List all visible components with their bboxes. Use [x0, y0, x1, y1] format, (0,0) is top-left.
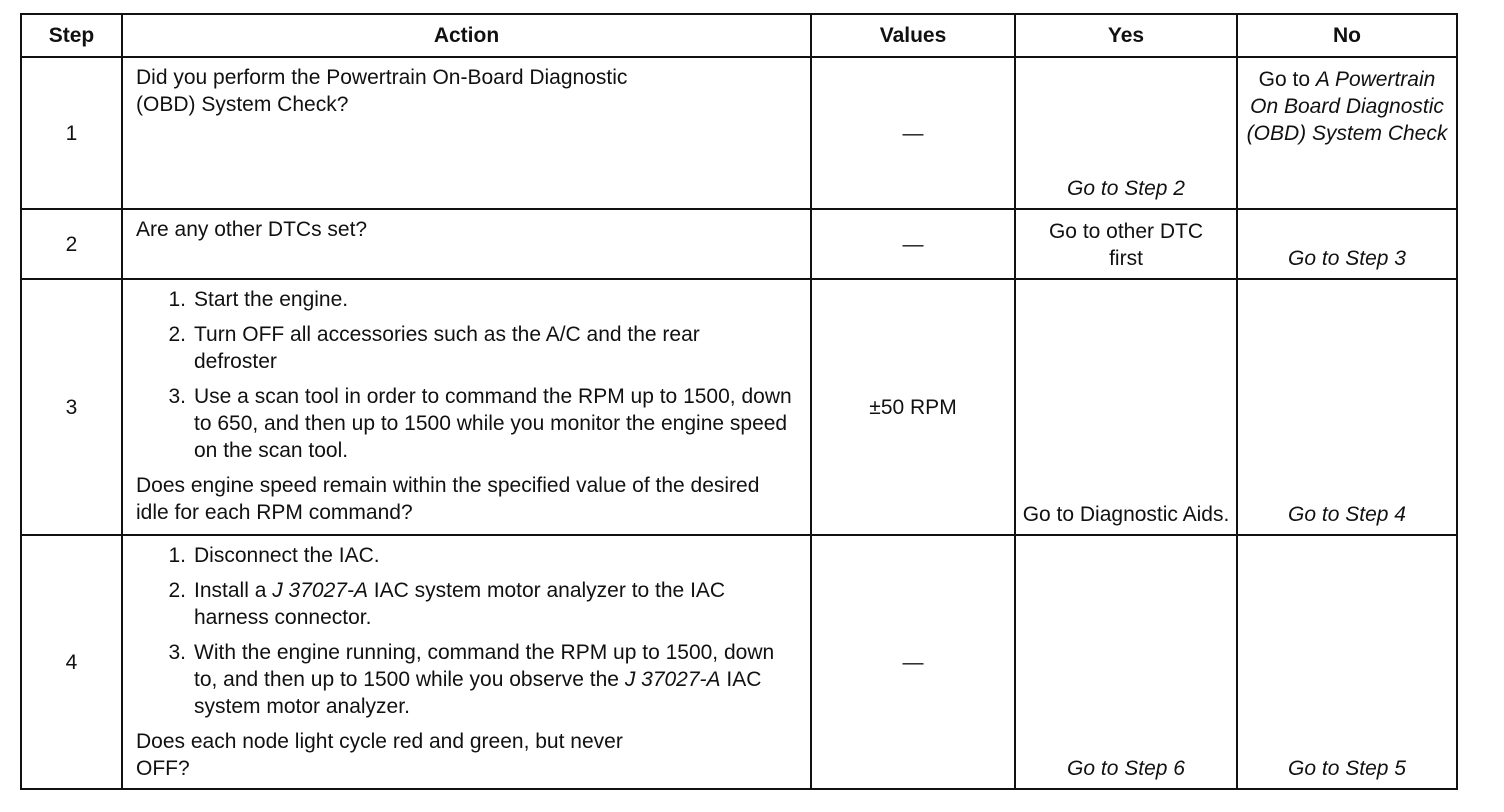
list-item: 2. Install a J 37027-A IAC system motor analyzer to the IAC harness connector.	[168, 579, 726, 629]
no-link[interactable]: A Powertrain On Board Diagnostic (OBD) System Check	[1246, 68, 1448, 145]
yes-link[interactable]: Go to Step 6	[1067, 757, 1185, 780]
list-item: 2. Turn OFF all accessories such as the A/C and the rear defroster	[168, 323, 700, 373]
yes-cell	[1015, 535, 1237, 789]
yes-cell	[1015, 279, 1237, 535]
action-text	[122, 209, 811, 279]
header-row	[21, 14, 1457, 57]
no-cell	[1237, 279, 1457, 535]
action-steps	[136, 542, 800, 720]
yes-link[interactable]: Go to Diagnostic Aids.	[1022, 503, 1230, 526]
action-question: Does engine speed remain within the specified value of the desired idle for each RPM command?	[136, 474, 760, 524]
no-cell	[1237, 57, 1457, 209]
step-number: 2	[21, 209, 122, 279]
no-link[interactable]: Go to Step 5	[1288, 757, 1406, 780]
no-link[interactable]: Go to Step 4	[1288, 503, 1406, 526]
value-cell: ±50 RPM	[811, 279, 1015, 535]
step-number: 4	[21, 535, 122, 789]
header-no: No	[1237, 14, 1457, 57]
value-cell: —	[811, 209, 1015, 279]
header-step: Step	[21, 14, 122, 57]
header-yes: Yes	[1015, 14, 1237, 57]
action-text	[122, 57, 811, 209]
step-number: 3	[21, 279, 122, 535]
table-row	[21, 535, 1457, 789]
no-cell	[1237, 209, 1457, 279]
action-question: Did you perform the Powertrain On-Board Diagnostic (OBD) System Check?	[136, 66, 628, 116]
tool-name: J 37027-A	[272, 579, 368, 602]
yes-cell	[1015, 57, 1237, 209]
list-item: 3. Use a scan tool in order to command the RPM up to 1500, down to 650, and then up to 1500 while you monitor the engine speed on the scan tool.	[168, 385, 792, 462]
list-item: 1. Disconnect the IAC.	[168, 544, 380, 567]
no-prefix: Go to	[1258, 68, 1311, 91]
table-row	[21, 209, 1457, 279]
yes-link[interactable]: Go to Step 2	[1067, 177, 1185, 200]
header-values: Values	[811, 14, 1015, 57]
yes-cell	[1015, 209, 1237, 279]
value-cell: —	[811, 535, 1015, 789]
diagnostic-table	[20, 13, 1458, 790]
no-cell	[1237, 535, 1457, 789]
no-link[interactable]: Go to Step 3	[1288, 247, 1406, 270]
action-steps	[136, 286, 800, 464]
yes-text: Go to other DTC first	[1048, 220, 1204, 270]
step-number: 1	[21, 57, 122, 209]
list-item: 1. Start the engine.	[168, 288, 349, 311]
action-text	[122, 279, 811, 535]
table-row	[21, 57, 1457, 209]
list-item: 3. With the engine running, command the RPM up to 1500, down to, and then up to 1500 while you observe the J 37027-A IAC system motor analyzer.	[168, 641, 775, 718]
tool-name: J 37027-A	[624, 668, 721, 691]
action-text	[122, 535, 811, 789]
action-question: Does each node light cycle red and green, but never OFF?	[136, 730, 623, 780]
value-cell: —	[811, 57, 1015, 209]
action-question: Are any other DTCs set?	[136, 218, 368, 241]
table-row	[21, 279, 1457, 535]
header-action: Action	[122, 14, 811, 57]
